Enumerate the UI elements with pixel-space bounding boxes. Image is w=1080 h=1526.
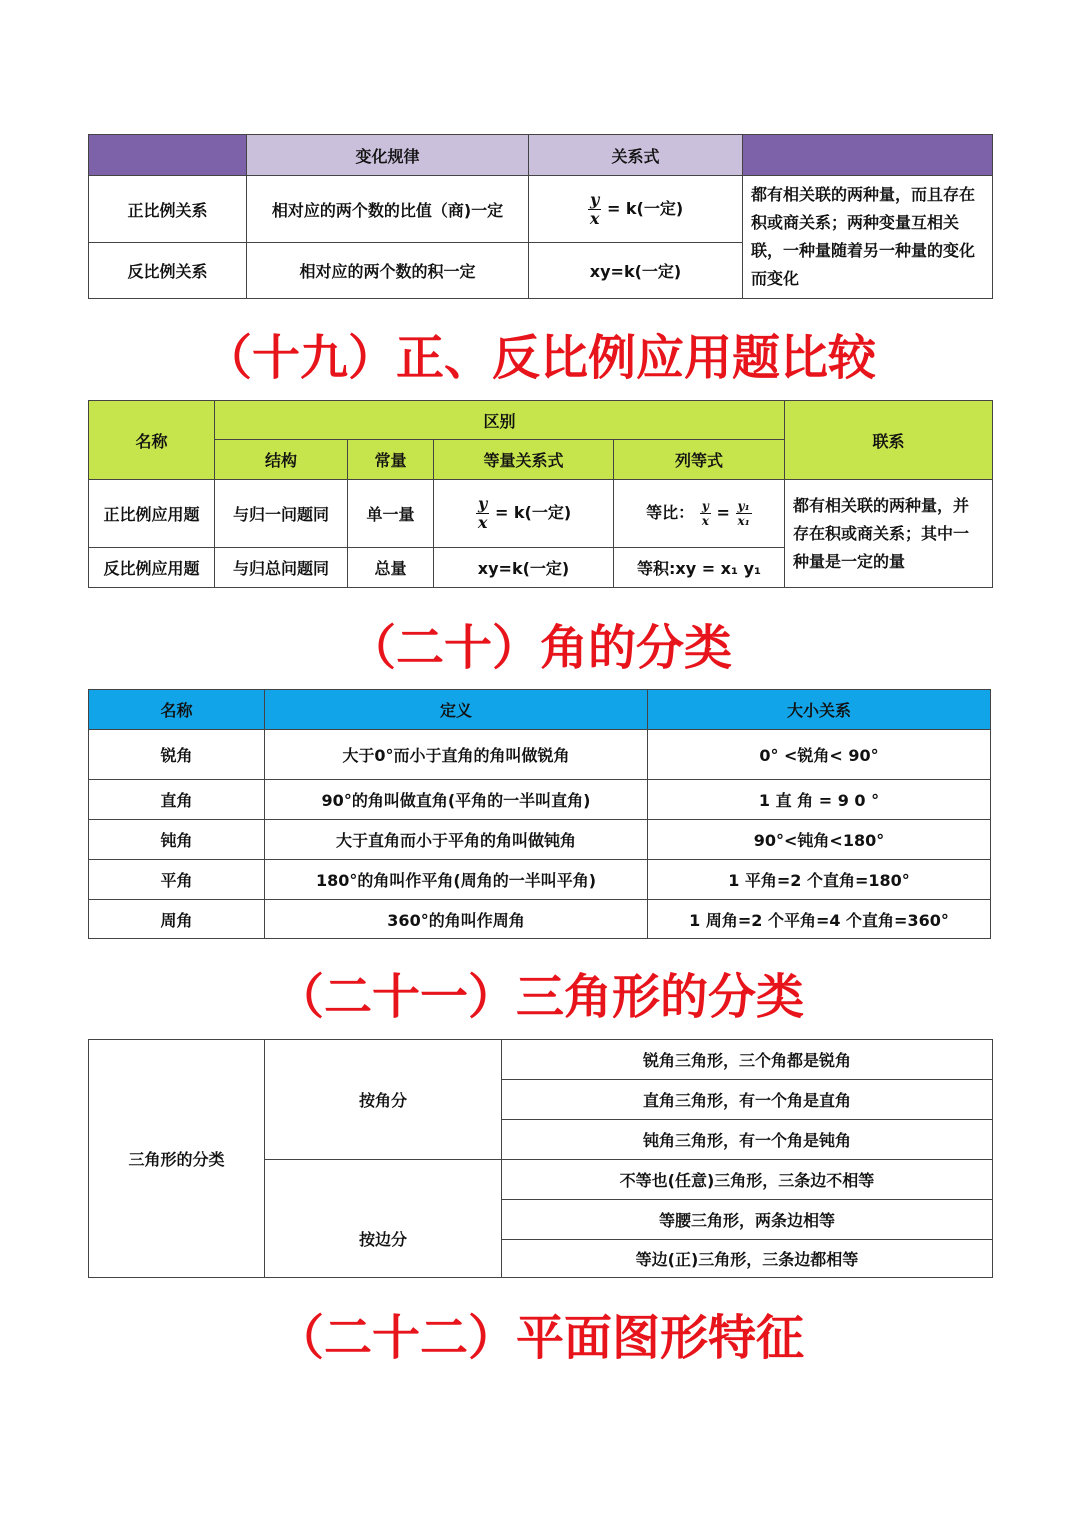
section-heading-20: （二十）角的分类 — [347, 620, 732, 676]
header-blank-cell — [89, 135, 247, 176]
table-row — [89, 480, 993, 548]
triangle-classification-table — [88, 1039, 993, 1278]
fraction: $\frac{y}{x}$ — [477, 494, 488, 532]
angle-relation: 1 平角=2 个直角=180° — [648, 860, 991, 900]
table-row — [89, 900, 991, 939]
angle-definition: 大于0°而小于直角的角叫做锐角 — [265, 730, 648, 780]
group-by-side: 按边分 — [265, 1160, 502, 1278]
triangle-type: 等腰三角形，两条边相等 — [502, 1200, 993, 1240]
row-equation: 等比： $\frac{y}{x}$ = $\frac{\text{y₁}}{\text{x₁}}$ — [614, 480, 785, 548]
row-relation: $\frac{y}{x}$ = k(一定) — [434, 480, 614, 548]
triangle-classification-title: 三角形的分类 — [89, 1040, 265, 1278]
header-structure: 结构 — [215, 440, 348, 480]
row-constant: 单一量 — [348, 480, 434, 548]
section-heading-22: （二十二）平面图形特征 — [275, 1310, 804, 1366]
row-name: 正比例应用题 — [89, 480, 215, 548]
header-link: 联系 — [785, 401, 993, 480]
link-description: 都有相关联的两种量，而且存在积或商关系；两种变量互相关联，一种量随着另一种量的变化而变化 — [743, 176, 993, 299]
header-name: 名称 — [89, 401, 215, 480]
proportion-word-problem-table — [88, 400, 993, 588]
triangle-type: 锐角三角形，三个角都是锐角 — [502, 1040, 993, 1080]
table-row — [89, 820, 991, 860]
section-heading-21: （二十一）三角形的分类 — [275, 969, 804, 1025]
angle-name: 钝角 — [89, 820, 265, 860]
angle-relation: 1 周角=2 个平角=4 个直角=360° — [648, 900, 991, 939]
row-rule: 相对应的两个数的积一定 — [247, 243, 529, 299]
row-equation: 等积:xy = x₁ y₁ — [614, 548, 785, 588]
proportion-relation-table — [88, 134, 993, 299]
angle-relation: 0° <锐角< 90° — [648, 730, 991, 780]
table-row — [89, 730, 991, 780]
header-name: 名称 — [89, 690, 265, 730]
fraction: $\frac{y}{x}$ — [701, 499, 709, 528]
row-constant: 总量 — [348, 548, 434, 588]
header-relation: 等量关系式 — [434, 440, 614, 480]
row-relation: xy=k(一定) — [434, 548, 614, 588]
header-definition: 定义 — [265, 690, 648, 730]
angle-relation: 90°<钝角<180° — [648, 820, 991, 860]
triangle-type: 直角三角形，有一个角是直角 — [502, 1080, 993, 1120]
header-constant: 常量 — [348, 440, 434, 480]
fraction: $\frac{y}{x}$ — [589, 189, 600, 228]
row-name: 反比例应用题 — [89, 548, 215, 588]
group-by-angle: 按角分 — [265, 1040, 502, 1160]
header-difference: 区别 — [215, 401, 785, 440]
row-name: 正比例关系 — [89, 176, 247, 243]
angle-definition: 90°的角叫做直角(平角的一半叫直角) — [265, 780, 648, 820]
table-row — [89, 780, 991, 820]
angle-relation: 1 直 角 = 9 0 ° — [648, 780, 991, 820]
row-formula: $\frac{y}{x}$ = k(一定) — [529, 176, 743, 243]
angle-name: 锐角 — [89, 730, 265, 780]
section-heading-19: （十九）正、反比例应用题比较 — [203, 330, 876, 386]
row-formula: xy=k(一定) — [529, 243, 743, 299]
header-equation: 列等式 — [614, 440, 785, 480]
angle-name: 周角 — [89, 900, 265, 939]
triangle-type: 等边(正)三角形，三条边都相等 — [502, 1240, 993, 1278]
row-rule: 相对应的两个数的比值（商)一定 — [247, 176, 529, 243]
header-size-relation: 大小关系 — [648, 690, 991, 730]
table-row — [89, 1040, 993, 1080]
header-formula: 关系式 — [529, 135, 743, 176]
table-row — [89, 176, 993, 243]
row-name: 反比例关系 — [89, 243, 247, 299]
triangle-type: 不等也(任意)三角形，三条边不相等 — [502, 1160, 993, 1200]
angle-name: 平角 — [89, 860, 265, 900]
angle-definition: 大于直角而小于平角的角叫做钝角 — [265, 820, 648, 860]
angle-name: 直角 — [89, 780, 265, 820]
header-blank-cell — [743, 135, 993, 176]
link-description: 都有相关联的两种量，并存在积或商关系；其中一种量是一定的量 — [785, 480, 993, 588]
angle-definition: 180°的角叫作平角(周角的一半叫平角) — [265, 860, 648, 900]
angle-classification-table — [88, 689, 991, 939]
table-row — [89, 860, 991, 900]
row-structure: 与归总问题同 — [215, 548, 348, 588]
angle-definition: 360°的角叫作周角 — [265, 900, 648, 939]
fraction: $\frac{\text{y₁}}{\text{x₁}}$ — [737, 499, 750, 528]
triangle-type: 钝角三角形，有一个角是钝角 — [502, 1120, 993, 1160]
row-structure: 与归一问题同 — [215, 480, 348, 548]
header-rule: 变化规律 — [247, 135, 529, 176]
